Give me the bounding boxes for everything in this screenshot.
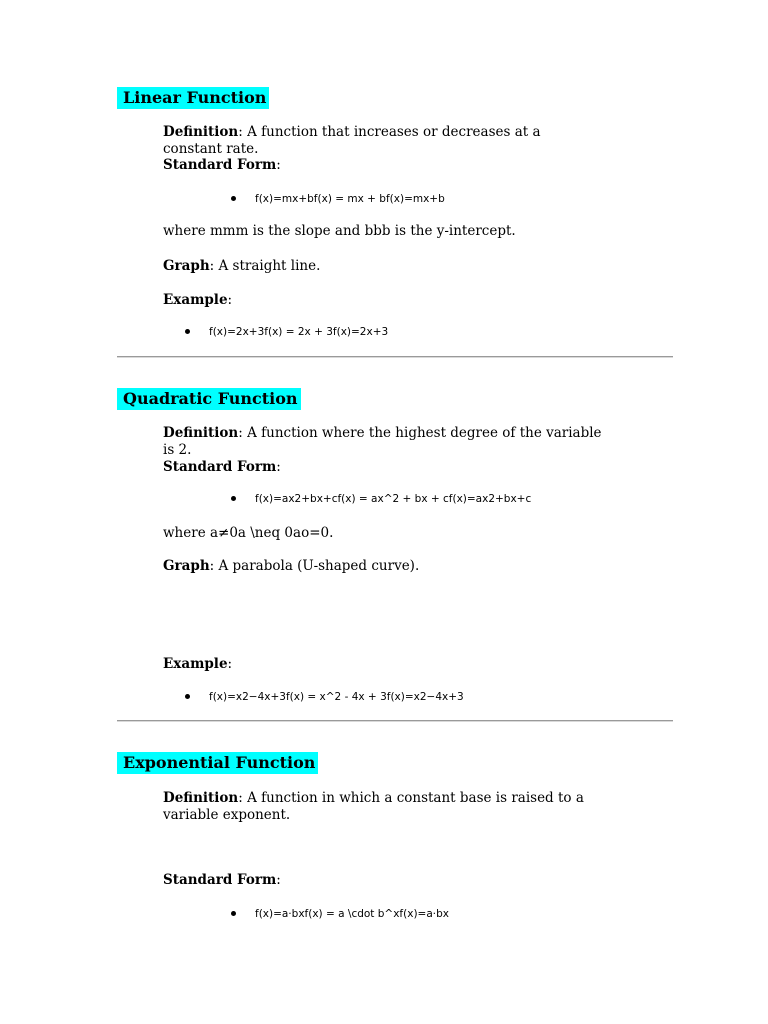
definition-label: Definition	[163, 425, 239, 441]
graph-text: : A straight line.	[209, 258, 321, 274]
note-quadratic: where a≠0a \neq 0ao=0.	[163, 525, 334, 541]
standard-form-label: Standard Form	[163, 157, 277, 173]
bullet-dot-icon	[231, 911, 236, 916]
example-colon: :	[227, 656, 233, 672]
example-label: Example	[163, 656, 228, 672]
bullet-dot-icon	[231, 496, 236, 501]
definition-text: : A function that increases or decreases at a constant rate.	[163, 124, 541, 157]
standard-form-colon: :	[276, 872, 281, 888]
graph-linear	[163, 258, 603, 275]
standard-form-label: Standard Form	[163, 872, 277, 888]
formula-bullet-linear	[231, 191, 445, 207]
horizontal-rule	[117, 356, 673, 358]
example-quadratic	[163, 656, 603, 673]
standard-form-quadratic	[163, 459, 603, 476]
graph-text: : A parabola (U-shaped curve).	[209, 558, 420, 574]
graph-label: Graph	[163, 558, 210, 574]
section-heading-quadratic: Quadratic Function	[117, 388, 301, 410]
graph-label: Graph	[163, 258, 210, 274]
definition-text: : A function in which a constant base is raised to a variable exponent.	[163, 790, 584, 823]
example-bullet-quadratic	[185, 689, 464, 705]
standard-form-label: Standard Form	[163, 459, 277, 475]
formula-bullet-quadratic	[231, 491, 531, 507]
standard-form-colon: :	[276, 459, 281, 475]
example-linear	[163, 292, 603, 309]
definition-quadratic	[163, 425, 603, 459]
definition-exponential	[163, 790, 603, 824]
example-colon: :	[227, 292, 233, 308]
definition-label: Definition	[163, 790, 239, 806]
formula-bullet-exponential	[231, 906, 449, 922]
graph-quadratic	[163, 558, 603, 575]
standard-form-linear	[163, 157, 603, 174]
bullet-dot-icon	[185, 694, 190, 699]
example-label: Example	[163, 292, 228, 308]
section-heading-exponential: Exponential Function	[117, 752, 318, 774]
definition-label: Definition	[163, 124, 239, 140]
formula-text: f(x)=mx+bf(x) = mx + bf(x)=mx+b	[255, 193, 445, 205]
definition-linear	[163, 124, 603, 158]
definition-text: : A function where the highest degree of the variable is 2.	[163, 425, 602, 458]
note-linear: where mmm is the slope and bbb is the y-intercept.	[163, 223, 516, 239]
horizontal-rule	[117, 720, 673, 722]
example-formula-text: f(x)=x2−4x+3f(x) = x^2 - 4x + 3f(x)=x2−4x+3	[209, 691, 464, 703]
example-bullet-linear	[185, 324, 388, 340]
formula-text: f(x)=ax2+bx+cf(x) = ax^2 + bx + cf(x)=ax2+bx+c	[255, 493, 532, 505]
standard-form-exponential	[163, 872, 603, 889]
example-formula-text: f(x)=2x+3f(x) = 2x + 3f(x)=2x+3	[209, 326, 389, 338]
section-heading-linear: Linear Function	[117, 87, 269, 109]
standard-form-colon: :	[276, 157, 281, 173]
formula-text: f(x)=a⋅bxf(x) = a \cdot b^xf(x)=a⋅bx	[255, 908, 449, 920]
bullet-dot-icon	[231, 196, 236, 201]
bullet-dot-icon	[185, 329, 190, 334]
